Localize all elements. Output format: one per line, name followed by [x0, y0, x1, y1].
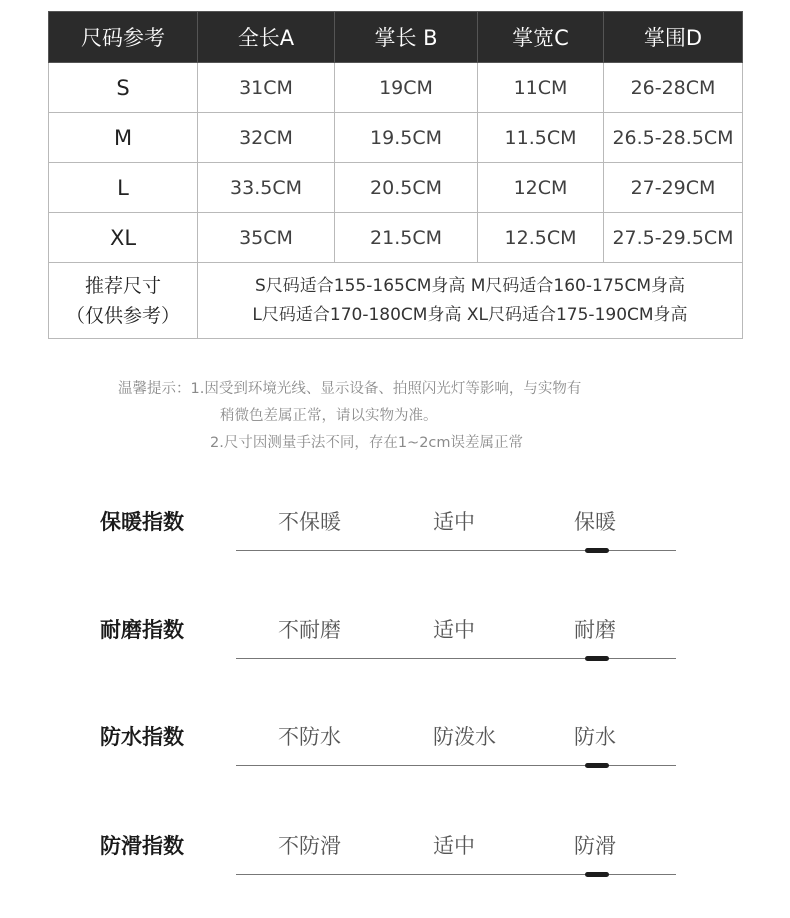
table-cell: 33.5CM — [198, 163, 335, 213]
table-cell: 19.5CM — [335, 113, 478, 163]
rating-option-mid: 适中 — [433, 834, 475, 858]
rating-track — [236, 765, 676, 766]
header-palm-circumference: 掌围D — [604, 12, 743, 63]
table-cell: 27.5-29.5CM — [604, 213, 743, 263]
table-cell: 32CM — [198, 113, 335, 163]
rating-track — [236, 550, 676, 551]
size-table-header-row — [49, 12, 743, 63]
size-label: XL — [49, 213, 198, 263]
rating-wear-resistance — [0, 614, 790, 694]
rating-option-low: 不防水 — [278, 725, 341, 749]
table-cell: 26-28CM — [604, 63, 743, 113]
table-row — [49, 63, 743, 113]
rating-title: 保暖指数 — [100, 510, 184, 534]
header-size-ref: 尺码参考 — [49, 12, 198, 63]
table-cell: 12CM — [478, 163, 604, 213]
rating-marker — [585, 763, 609, 768]
rating-warmth — [0, 506, 790, 586]
size-label: S — [49, 63, 198, 113]
rating-anti-slip — [0, 830, 790, 910]
table-cell: 11.5CM — [478, 113, 604, 163]
recommend-label — [49, 263, 198, 339]
recommend-row — [49, 263, 743, 339]
table-cell: 27-29CM — [604, 163, 743, 213]
table-cell: 31CM — [198, 63, 335, 113]
rating-option-high: 防滑 — [574, 834, 616, 858]
tips-line-3: 2.尺寸因测量手法不同，存在1~2cm误差属正常 — [210, 435, 524, 451]
rating-option-mid: 适中 — [433, 510, 475, 534]
rating-option-mid: 适中 — [433, 618, 475, 642]
rating-marker — [585, 656, 609, 661]
rating-option-high: 防水 — [574, 725, 616, 749]
header-palm-length: 掌长 B — [335, 12, 478, 63]
rating-option-high: 耐磨 — [574, 618, 616, 642]
rating-marker — [585, 548, 609, 553]
table-cell: 35CM — [198, 213, 335, 263]
rating-title: 防滑指数 — [100, 834, 184, 858]
header-total-length: 全长A — [198, 12, 335, 63]
rating-option-high: 保暖 — [574, 510, 616, 534]
size-table — [48, 11, 743, 339]
rating-title: 防水指数 — [100, 725, 184, 749]
rating-option-low: 不防滑 — [278, 834, 341, 858]
table-row — [49, 213, 743, 263]
recommend-label-line2: （仅供参考） — [65, 304, 180, 327]
recommend-text-line2: L尺码适合170-180CM身高 XL尺码适合175-190CM身高 — [252, 304, 688, 325]
rating-track — [236, 658, 676, 659]
tips-line-1: 温馨提示：1.因受到环境光线、显示设备、拍照闪光灯等影响，与实物有 — [118, 381, 582, 397]
size-label: M — [49, 113, 198, 163]
recommend-text — [198, 263, 743, 339]
rating-option-low: 不耐磨 — [278, 618, 341, 642]
rating-marker — [585, 872, 609, 877]
rating-waterproof — [0, 721, 790, 801]
tips-notes — [118, 376, 581, 457]
table-cell: 12.5CM — [478, 213, 604, 263]
table-cell: 21.5CM — [335, 213, 478, 263]
table-cell: 19CM — [335, 63, 478, 113]
table-row — [49, 113, 743, 163]
rating-option-low: 不保暖 — [278, 510, 341, 534]
tips-line-2: 稍微色差属正常，请以实物为准。 — [220, 408, 438, 424]
rating-option-mid: 防泼水 — [433, 725, 496, 749]
table-cell: 11CM — [478, 63, 604, 113]
header-palm-width: 掌宽C — [478, 12, 604, 63]
recommend-label-line1: 推荐尺寸 — [84, 274, 161, 297]
table-cell: 26.5-28.5CM — [604, 113, 743, 163]
table-cell: 20.5CM — [335, 163, 478, 213]
size-label: L — [49, 163, 198, 213]
rating-title: 耐磨指数 — [100, 618, 184, 642]
recommend-text-line1: S尺码适合155-165CM身高 M尺码适合160-175CM身高 — [255, 275, 685, 296]
table-row — [49, 163, 743, 213]
rating-track — [236, 874, 676, 875]
